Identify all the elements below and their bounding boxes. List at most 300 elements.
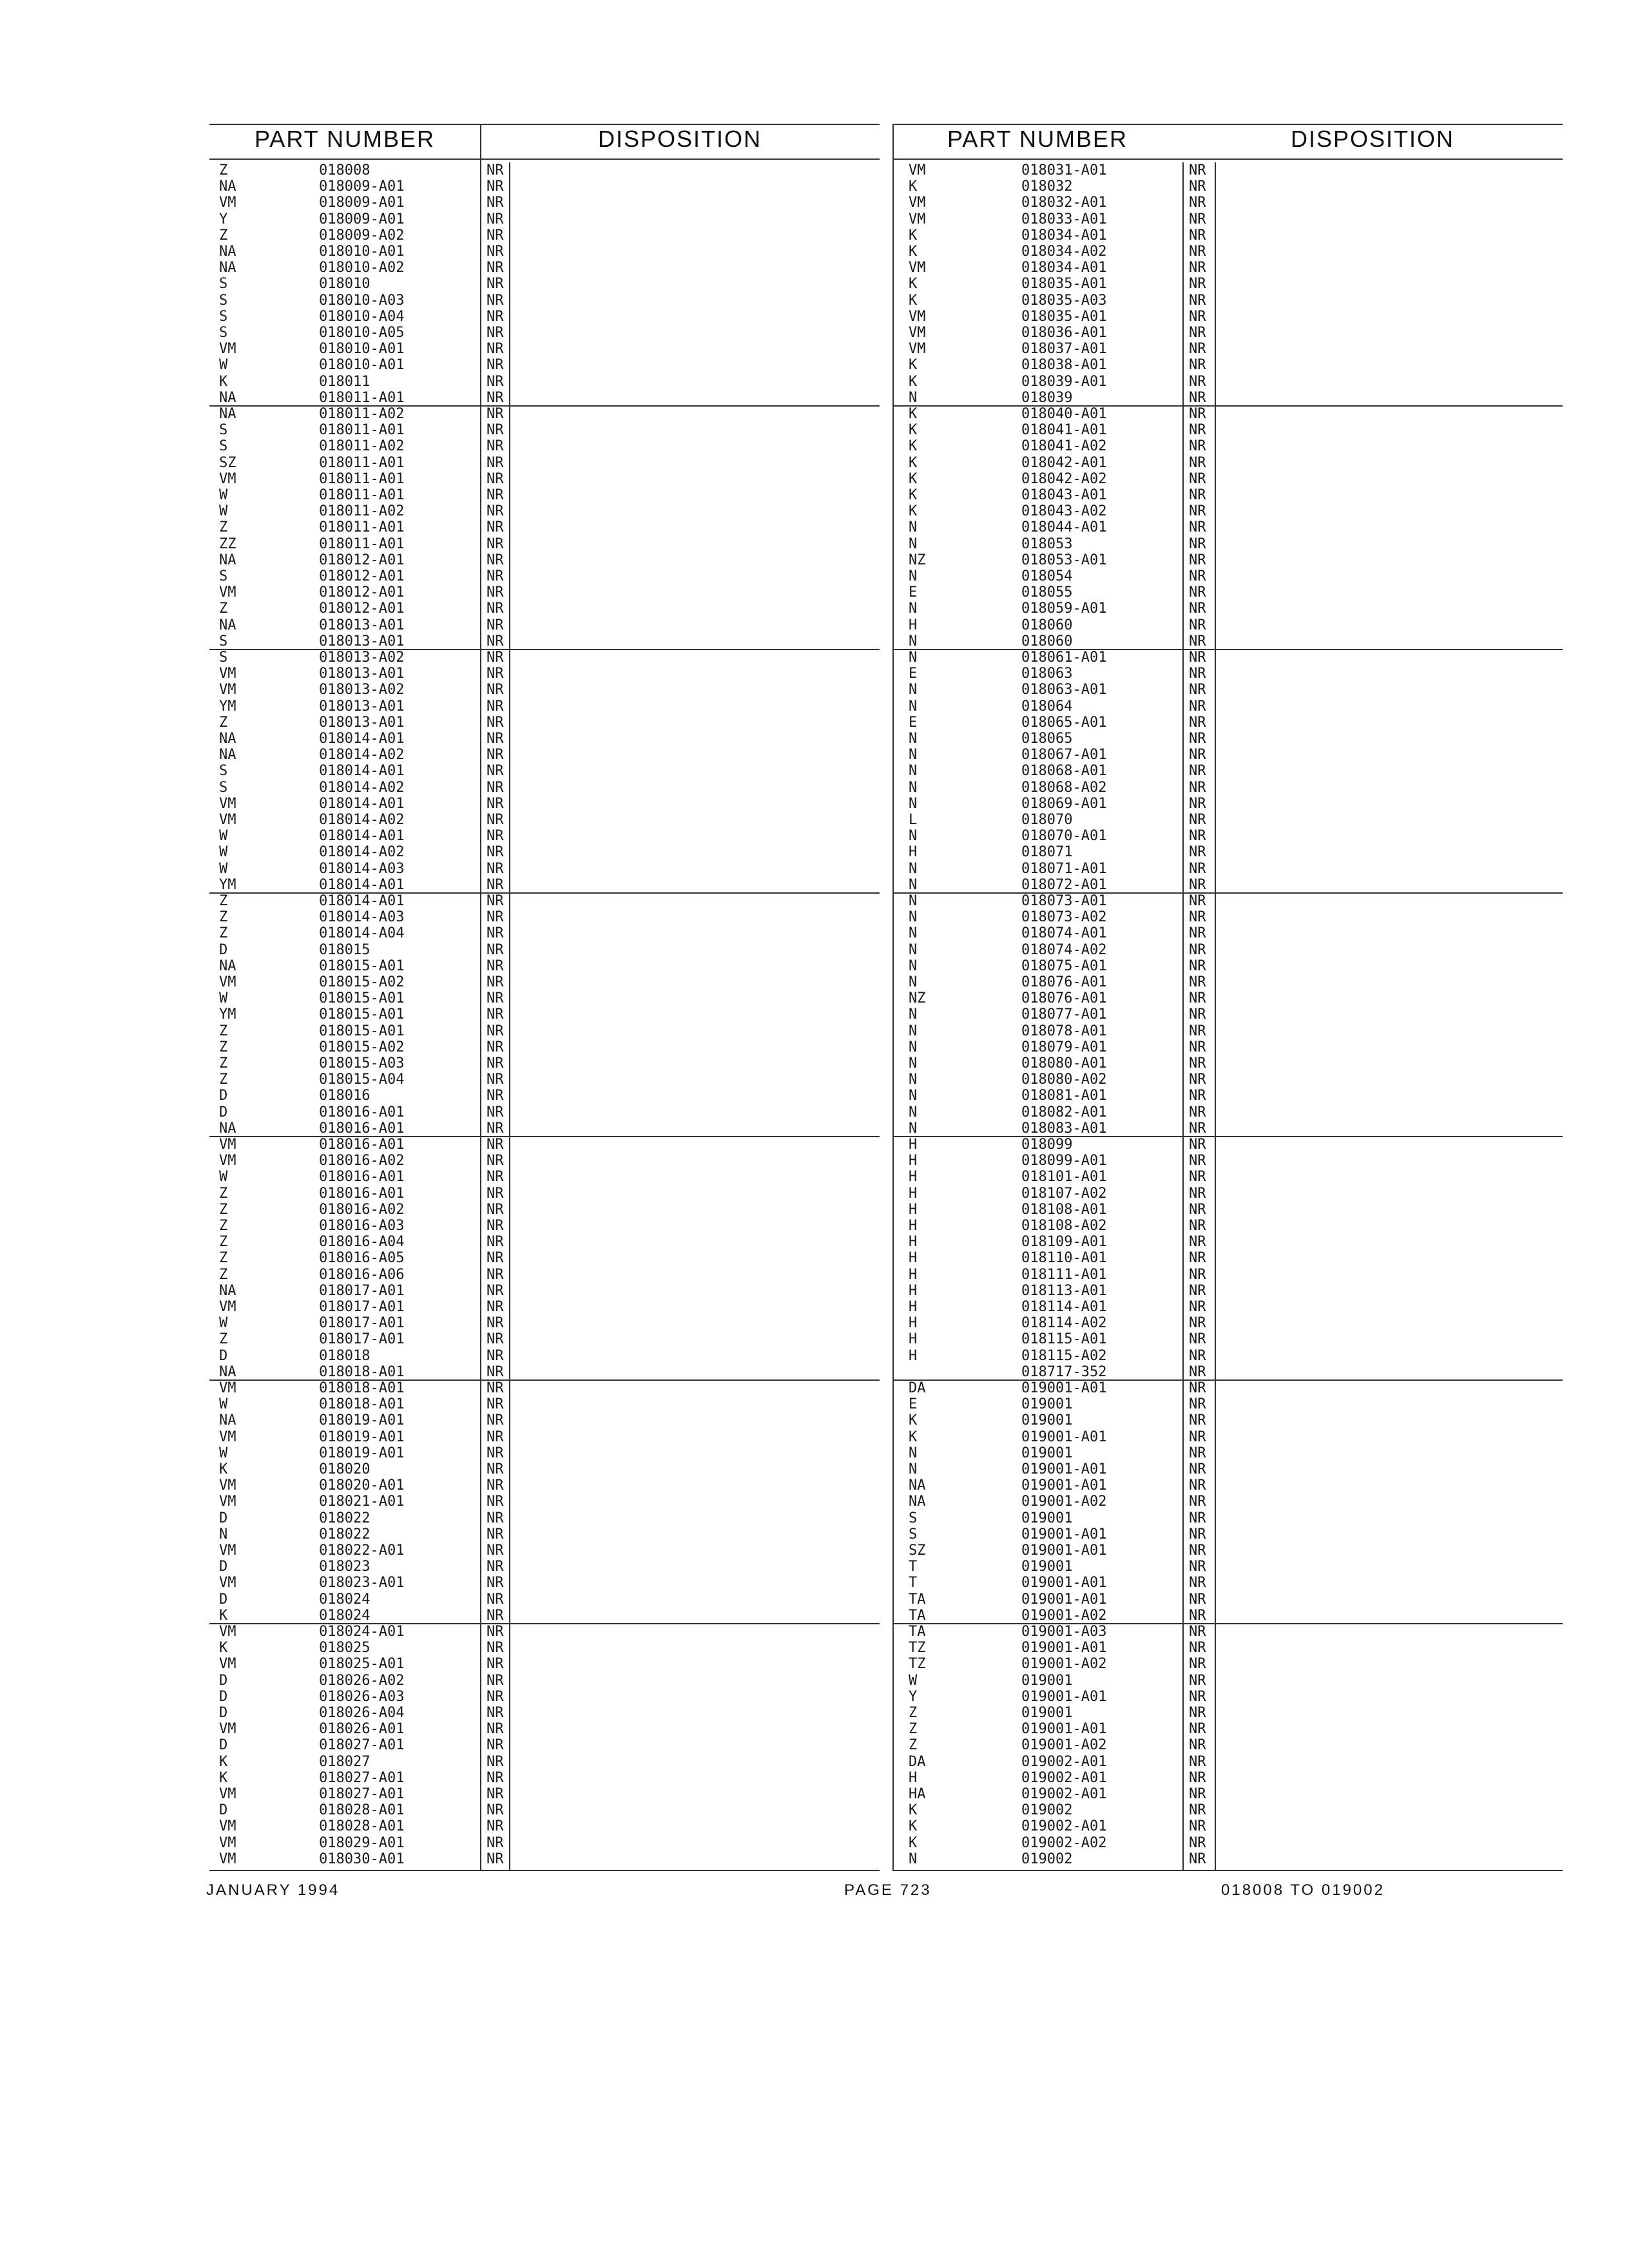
table-row [892, 990, 1563, 1006]
part-number: 019001-A01 [1021, 1542, 1107, 1559]
part-number: 019002-A01 [1021, 1818, 1107, 1835]
table-row [892, 1624, 1563, 1640]
part-number: 018031-A01 [1021, 162, 1107, 178]
part-number: 018099-A01 [1021, 1153, 1107, 1169]
supplier-code: YM [219, 876, 236, 893]
disposition-code: NR [1189, 503, 1206, 520]
supplier-code: W [219, 1169, 228, 1186]
supplier-code: W [219, 844, 228, 861]
supplier-code: DA [909, 1380, 926, 1396]
part-number: 019002-A01 [1021, 1753, 1107, 1770]
table-row [892, 390, 1563, 406]
table-row [209, 357, 880, 373]
disposition-code: NR [1189, 1656, 1206, 1673]
table-row [892, 260, 1563, 276]
table-row [892, 861, 1563, 877]
part-number: 018017-A01 [319, 1282, 405, 1299]
part-number: 018101-A01 [1021, 1169, 1107, 1186]
disposition-code: NR [487, 876, 504, 893]
disposition-code: NR [487, 260, 504, 276]
disposition-code: NR [1189, 1363, 1206, 1380]
table-row [892, 1364, 1563, 1380]
disposition-code: NR [487, 1721, 504, 1738]
table-row [209, 227, 880, 244]
part-number: 018027-A01 [319, 1769, 405, 1786]
table-row [209, 1608, 880, 1624]
supplier-code: N [909, 1850, 918, 1867]
part-number: 018014-A01 [319, 876, 405, 893]
part-number: 018065 [1021, 731, 1073, 747]
part-number: 018010-A01 [319, 357, 405, 374]
disposition-code: NR [1189, 1006, 1206, 1023]
part-number: 018110-A01 [1021, 1250, 1107, 1267]
supplier-code: S [219, 779, 228, 796]
disposition-code: NR [1189, 941, 1206, 958]
disposition-code: NR [1189, 731, 1206, 747]
part-number: 019001-A01 [1021, 1575, 1107, 1591]
table-row [209, 1396, 880, 1412]
table-row [892, 715, 1563, 731]
header-rule [892, 159, 1563, 160]
disposition-code: NR [1189, 162, 1206, 178]
supplier-code: S [219, 325, 228, 341]
part-number: 018013-A01 [319, 666, 405, 682]
part-number: 018014-A01 [319, 731, 405, 747]
table-row [209, 503, 880, 519]
disposition-code: NR [487, 1282, 504, 1299]
table-row [209, 325, 880, 341]
supplier-code: H [909, 1218, 918, 1234]
disposition-code: NR [487, 779, 504, 796]
part-number: 018064 [1021, 698, 1073, 715]
supplier-code: S [219, 763, 228, 780]
disposition-code: NR [1189, 276, 1206, 293]
bottom-rule [892, 1870, 1563, 1871]
supplier-code: NA [219, 406, 236, 422]
disposition-code: NR [487, 909, 504, 926]
part-number: 019002 [1021, 1850, 1073, 1867]
part-number: 018016-A02 [319, 1153, 405, 1169]
part-number: 018016-A05 [319, 1250, 405, 1267]
table-row [892, 1153, 1563, 1169]
table-row [892, 1120, 1563, 1137]
disposition-code: NR [487, 1120, 504, 1137]
table-row [209, 422, 880, 438]
table-row [209, 633, 880, 649]
disposition-code: NR [1189, 1169, 1206, 1186]
disposition-code: NR [1189, 1850, 1206, 1867]
supplier-code: N [909, 1445, 918, 1461]
table-row [209, 812, 880, 828]
supplier-code: Z [219, 1250, 228, 1267]
disposition-code: NR [487, 1039, 504, 1055]
part-number: 018016-A04 [319, 1234, 405, 1251]
table-row [892, 178, 1563, 195]
part-number: 018040-A01 [1021, 406, 1107, 422]
supplier-code: Z [909, 1737, 918, 1754]
supplier-code: H [909, 617, 918, 633]
part-number: 018016 [319, 1088, 371, 1104]
disposition-code: NR [1189, 1769, 1206, 1786]
disposition-code: NR [487, 1445, 504, 1461]
table-row [209, 1006, 880, 1023]
table-row [209, 1802, 880, 1818]
disposition-code: NR [487, 1380, 504, 1396]
table-row [209, 341, 880, 357]
part-number: 018016-A01 [319, 1120, 405, 1137]
part-number-header: PART NUMBER [254, 126, 436, 152]
table-row [892, 471, 1563, 487]
table-row [892, 1770, 1563, 1786]
part-number: 019001 [1021, 1445, 1073, 1461]
table-row [209, 211, 880, 227]
part-number: 018019-A01 [319, 1428, 405, 1445]
part-number: 018026-A02 [319, 1672, 405, 1689]
part-number: 018020-A01 [319, 1477, 405, 1494]
disposition-code: NR [487, 276, 504, 293]
part-number: 018025-A01 [319, 1656, 405, 1673]
table-row [209, 828, 880, 844]
table-row [892, 1412, 1563, 1428]
table-row [209, 990, 880, 1006]
disposition-code: NR [1189, 1396, 1206, 1413]
table-row [892, 796, 1563, 812]
part-number: 018014-A03 [319, 909, 405, 926]
disposition-code: NR [1189, 763, 1206, 780]
part-number: 018060 [1021, 633, 1073, 649]
table-row [209, 1250, 880, 1266]
disposition-code: NR [487, 1624, 504, 1640]
supplier-code: VM [219, 1786, 236, 1802]
part-number: 018063 [1021, 666, 1073, 682]
supplier-code: SZ [219, 454, 236, 471]
supplier-code: NA [219, 244, 236, 260]
disposition-code: NR [1189, 1104, 1206, 1120]
table-row [209, 293, 880, 309]
bottom-rule [209, 1870, 880, 1871]
supplier-code: N [909, 828, 918, 845]
part-number: 018109-A01 [1021, 1234, 1107, 1251]
disposition-code: NR [487, 1705, 504, 1721]
part-number: 018014-A02 [319, 812, 405, 828]
part-number: 018018-A01 [319, 1396, 405, 1413]
table-row [892, 1429, 1563, 1445]
disposition-code: NR [1189, 633, 1206, 649]
supplier-code: TA [909, 1607, 926, 1624]
disposition-code: NR [1189, 1137, 1206, 1153]
disposition-code: NR [1189, 714, 1206, 731]
disposition-header: DISPOSITION [1290, 126, 1455, 152]
part-number: 018114-A02 [1021, 1315, 1107, 1332]
table-row [209, 406, 880, 422]
part-number: 018108-A01 [1021, 1201, 1107, 1218]
part-number: 018035-A03 [1021, 292, 1107, 309]
supplier-code: H [909, 1315, 918, 1332]
part-number: 018011-A01 [319, 487, 405, 503]
disposition-code: NR [1189, 357, 1206, 374]
disposition-code: NR [487, 584, 504, 601]
supplier-code: VM [219, 1494, 236, 1510]
disposition-code: NR [487, 1153, 504, 1169]
table-row [209, 1331, 880, 1347]
supplier-code: S [219, 438, 228, 455]
supplier-code: N [909, 1023, 918, 1039]
supplier-code: D [219, 1591, 228, 1608]
table-row [209, 698, 880, 715]
supplier-code: VM [219, 584, 236, 601]
table-row [892, 1461, 1563, 1477]
part-number: 018015 [319, 941, 371, 958]
part-number: 018073-A02 [1021, 909, 1107, 926]
part-number: 018015-A01 [319, 957, 405, 974]
table-row [892, 1348, 1563, 1364]
part-number: 018043-A02 [1021, 503, 1107, 520]
table-row [892, 406, 1563, 422]
disposition-code: NR [1189, 1299, 1206, 1315]
supplier-code: W [219, 1315, 228, 1332]
table-row [892, 276, 1563, 292]
disposition-code: NR [487, 666, 504, 682]
disposition-code: NR [487, 1218, 504, 1234]
supplier-code: VM [219, 1818, 236, 1835]
table-row [892, 227, 1563, 244]
disposition-code: NR [1189, 227, 1206, 244]
disposition-code: NR [487, 1023, 504, 1039]
disposition-code: NR [1189, 876, 1206, 893]
part-number: 018011-A01 [319, 535, 405, 552]
part-number: 018010-A04 [319, 308, 405, 325]
table-row [209, 244, 880, 260]
supplier-code: ZZ [219, 535, 236, 552]
supplier-code: T [909, 1559, 918, 1575]
supplier-code: W [219, 357, 228, 374]
table-row [892, 1445, 1563, 1461]
table-row [209, 1348, 880, 1364]
supplier-code: N [909, 698, 918, 715]
part-number: 018010 [319, 276, 371, 293]
disposition-code: NR [487, 1542, 504, 1559]
supplier-code: N [909, 389, 918, 406]
supplier-code: K [909, 487, 918, 503]
supplier-code: SZ [909, 1542, 926, 1559]
table-row [892, 1283, 1563, 1299]
table-row [209, 1104, 880, 1120]
part-number: 018016-A01 [319, 1137, 405, 1153]
table-row [892, 1705, 1563, 1721]
supplier-code: W [219, 1396, 228, 1413]
table-row [892, 1640, 1563, 1656]
table-row [892, 925, 1563, 941]
disposition-code: NR [487, 1753, 504, 1770]
table-row [209, 715, 880, 731]
supplier-code: VM [219, 470, 236, 487]
part-number: 018060 [1021, 617, 1073, 633]
header-rule [209, 159, 880, 160]
supplier-code: YM [219, 698, 236, 715]
disposition-code: NR [487, 227, 504, 244]
disposition-code: NR [1189, 568, 1206, 584]
disposition-code: NR [1189, 260, 1206, 276]
disposition-code: NR [487, 454, 504, 471]
part-number: 018017-A01 [319, 1331, 405, 1348]
part-number: 019001 [1021, 1559, 1073, 1575]
disposition-code: NR [1189, 1672, 1206, 1689]
table-row [209, 552, 880, 568]
table-row [209, 1299, 880, 1315]
supplier-code: N [909, 941, 918, 958]
table-row [892, 1851, 1563, 1867]
disposition-code: NR [487, 422, 504, 439]
part-number: 018015-A03 [319, 1055, 405, 1072]
table-row [209, 519, 880, 535]
supplier-code: NA [909, 1477, 926, 1494]
part-number: 018022 [319, 1526, 371, 1542]
supplier-code: VM [909, 211, 926, 227]
disposition-code: NR [1189, 1445, 1206, 1461]
table-row [209, 958, 880, 974]
part-number: 019001-A02 [1021, 1737, 1107, 1754]
table-row [892, 942, 1563, 958]
part-number: 018055 [1021, 584, 1073, 601]
disposition-code: NR [1189, 1818, 1206, 1835]
part-number: 019001 [1021, 1396, 1073, 1413]
disposition-code: NR [1189, 1607, 1206, 1624]
supplier-code: Z [219, 1072, 228, 1088]
supplier-code: Z [219, 714, 228, 731]
supplier-code: NA [219, 1120, 236, 1137]
disposition-code: NR [1189, 1072, 1206, 1088]
part-number: 018717-352 [1021, 1363, 1107, 1380]
supplier-code: Z [219, 1201, 228, 1218]
supplier-code: N [909, 519, 918, 536]
part-number: 018016-A02 [319, 1201, 405, 1218]
supplier-code: VM [909, 195, 926, 211]
supplier-code: Z [219, 1055, 228, 1072]
table-row [892, 487, 1563, 503]
disposition-code: NR [1189, 487, 1206, 503]
table-row [892, 763, 1563, 779]
table-row [209, 1234, 880, 1250]
supplier-code: N [909, 1120, 918, 1137]
supplier-code: N [909, 925, 918, 942]
table-row [892, 1380, 1563, 1396]
part-number: 018009-A01 [319, 211, 405, 227]
supplier-code: NZ [909, 552, 926, 568]
table-row [209, 162, 880, 178]
part-number: 018068-A02 [1021, 779, 1107, 796]
disposition-code: NR [1189, 341, 1206, 358]
table-row [209, 1656, 880, 1672]
disposition-code: NR [1189, 1542, 1206, 1559]
disposition-code: NR [487, 308, 504, 325]
disposition-code: NR [487, 1526, 504, 1542]
table-row [892, 1023, 1563, 1039]
supplier-code: E [909, 714, 918, 731]
part-number: 018008 [319, 162, 371, 178]
table-row [892, 1234, 1563, 1250]
disposition-code: NR [487, 1575, 504, 1591]
supplier-code: VM [219, 795, 236, 812]
disposition-code: NR [487, 1137, 504, 1153]
supplier-code: K [909, 178, 918, 195]
part-number: 018074-A02 [1021, 941, 1107, 958]
disposition-code: NR [487, 1672, 504, 1689]
supplier-code: VM [219, 341, 236, 358]
supplier-code: W [219, 990, 228, 1007]
disposition-code: NR [487, 1461, 504, 1477]
table-row [209, 1153, 880, 1169]
disposition-code: NR [1189, 438, 1206, 455]
table-row [209, 617, 880, 633]
part-number: 018076-A01 [1021, 990, 1107, 1007]
table-row [209, 1559, 880, 1575]
disposition-code: NR [487, 1299, 504, 1315]
supplier-code: W [219, 503, 228, 520]
table-row [892, 422, 1563, 438]
disposition-code: NR [1189, 195, 1206, 211]
table-row [892, 1299, 1563, 1315]
part-number: 018013-A01 [319, 714, 405, 731]
disposition-code: NR [487, 1169, 504, 1186]
table-row [209, 1039, 880, 1055]
table-row [892, 958, 1563, 974]
table-row [209, 1770, 880, 1786]
part-number: 018009-A02 [319, 227, 405, 244]
disposition-code: NR [1189, 990, 1206, 1007]
disposition-code: NR [1189, 1737, 1206, 1754]
supplier-code: K [219, 1461, 228, 1477]
disposition-code: NR [1189, 1055, 1206, 1072]
table-row [892, 1267, 1563, 1283]
table-row [209, 487, 880, 503]
part-number: 019001-A01 [1021, 1477, 1107, 1494]
disposition-code: NR [1189, 406, 1206, 422]
table-row [892, 1104, 1563, 1120]
table-row [209, 1120, 880, 1137]
table-row [892, 293, 1563, 309]
supplier-code: N [909, 909, 918, 926]
supplier-code: K [909, 438, 918, 455]
disposition-code: NR [487, 178, 504, 195]
disposition-code: NR [487, 162, 504, 178]
disposition-code: NR [487, 974, 504, 990]
part-number: 018078-A01 [1021, 1023, 1107, 1039]
part-number: 018016-A01 [319, 1104, 405, 1120]
disposition-code: NR [487, 925, 504, 942]
supplier-code: NA [909, 1494, 926, 1510]
table-row [892, 519, 1563, 535]
supplier-code: D [219, 941, 228, 958]
table-row [892, 1737, 1563, 1753]
part-number: 019001-A01 [1021, 1428, 1107, 1445]
footer-date: JANUARY 1994 [206, 1881, 340, 1899]
part-number: 018114-A01 [1021, 1299, 1107, 1315]
part-number: 018012-A01 [319, 552, 405, 568]
disposition-code: NR [1189, 795, 1206, 812]
table-row [209, 1186, 880, 1202]
supplier-code: N [909, 876, 918, 893]
table-row [209, 780, 880, 796]
part-number: 018083-A01 [1021, 1120, 1107, 1137]
table-row [892, 1526, 1563, 1542]
table-row [209, 877, 880, 893]
disposition-code: NR [1189, 1347, 1206, 1364]
table-row [209, 1673, 880, 1689]
supplier-code: NA [219, 747, 236, 764]
table-row [892, 1818, 1563, 1834]
supplier-code: H [909, 1137, 918, 1153]
table-row [209, 649, 880, 666]
